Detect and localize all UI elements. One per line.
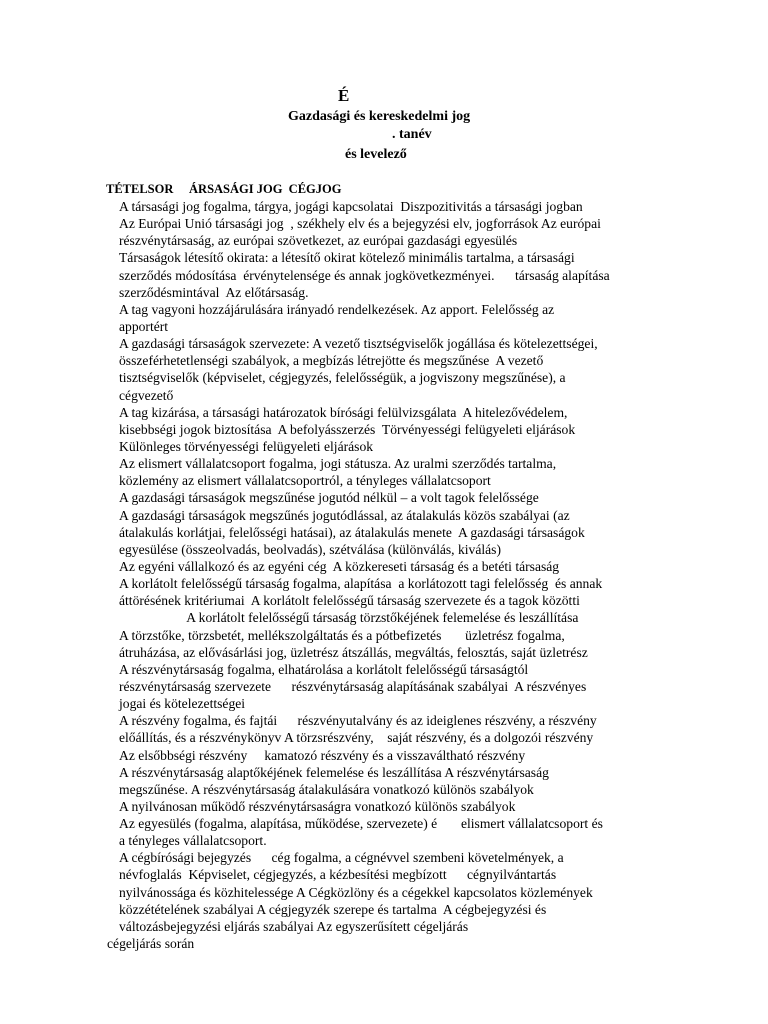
text-line: A korlátolt felelősségű társaság törzstőkéjének felemelése és leszállítása [119, 610, 579, 626]
text-line: A tag kizárása, a társasági határozatok bírósági felülvizsgálata A hitelezővédelem, [119, 404, 568, 420]
text-line: szerződés módosítása érvénytelensége és annak jogkövetkezményei. társaság alapítása [119, 267, 610, 283]
text-line: nyilvánossága és közhitelessége A Cégközlöny és a cégekkel kapcsolatos közlemények [119, 884, 593, 900]
text-line: kisebbségi jogok biztosítása A befolyásszerzés Törvényességi felügyeleti eljárások [119, 421, 576, 437]
text-line: apportért [119, 318, 169, 334]
text-line: A részvénytársaság fogalma, elhatárolása a korlátolt felelősségű társaságtól [119, 661, 529, 677]
text-line: szerződésmintával Az előtársaság. [119, 284, 309, 300]
text-line: A részvény fogalma, és fajtái részvényutalvány és az ideiglenes részvény, a részvény [119, 713, 597, 729]
text-line: előállítás, és a részvénykönyv A törzsrészvény, saját részvény, és a dolgozói részvény [119, 730, 594, 746]
text-line: összeférhetetlenségi szabályok, a megbízás létrejötte és megszűnése A vezető [119, 353, 544, 369]
text-line: A részvénytársaság alaptőkéjének felemelése és leszállítása A részvénytársaság [119, 764, 549, 780]
topic-list [107, 198, 679, 952]
text-line: A korlátolt felelősségű társaság fogalma, alapítása a korlátozott tagi felelősség és annak [119, 576, 603, 592]
study-form: és levelező [345, 147, 407, 162]
text-line: közlemény az elismert vállalatcsoportról, a tényleges vállalatcsoport [119, 473, 491, 489]
text-line: Különleges törvényességi felügyeleti eljárások [119, 438, 374, 454]
text-line: tisztségviselők (képviselet, cégjegyzés, felelősségük, a jogviszony megszűnése), a [119, 370, 566, 386]
text-line: A törzstőke, törzsbetét, mellékszolgáltatás és a pótbefizetés üzletrész fogalma, [119, 627, 565, 643]
academic-year: . tanév [392, 127, 432, 142]
text-line: Az egyesülés (fogalma, alapítása, működése, szervezete) é elismert vállalatcsoport és [119, 816, 603, 832]
text-line: részvénytársaság szervezete részvénytársaság alapításának szabályai A részvényes [119, 678, 587, 694]
section-heading: TÉTELSOR ÁRSASÁGI JOG CÉGJOG [106, 182, 342, 196]
text-line: A gazdasági társaságok megszűnés jogutódlással, az átalakulás közös szabályai (az [119, 507, 570, 523]
text-line: A cégbírósági bejegyzés cég fogalma, a cégnévvel szembeni követelmények, a [119, 850, 564, 866]
text-line: A gazdasági társaságok szervezete: A vezető tisztségviselők jogállása és kötelezettségei, [119, 336, 598, 352]
text-line: Az egyéni vállalkozó és az egyéni cég A közkereseti társaság és a betéti társaság [119, 558, 560, 574]
text-line: A gazdasági társaságok megszűnése jogutód nélkül – a volt tagok felelőssége [119, 490, 539, 506]
text-line: A tag vagyoni hozzájárulására irányadó rendelkezések. Az apport. Felelősség az [119, 301, 555, 317]
text-line: áttörésének kritériumai A korlátolt felelősségű társaság szervezete és a tagok közötti [119, 593, 580, 609]
text-line: részvénytársaság, az európai szövetkezet, az európai gazdasági egyesülés [119, 233, 518, 249]
text-line: cégeljárás során [107, 936, 195, 952]
text-line: megszűnése. A részvénytársaság átalakulására vonatkozó különös szabályok [119, 781, 534, 797]
text-line: átruházása, az elővásárlási jog, üzletrész átszállás, megváltás, felosztás, saját üzletrész [119, 644, 588, 660]
text-line: névfoglalás Képviselet, cégjegyzés, a kézbesítési megbízott cégnyilvántartás [119, 867, 557, 883]
document-title: Gazdasági és kereskedelmi jog [288, 109, 471, 124]
text-line: Az elismert vállalatcsoport fogalma, jogi státusza. Az uralmi szerződés tartalma, [119, 456, 557, 472]
text-line: közzétételének szabályai A cégjegyzék szerepe és tartalma A cégbejegyzési és [119, 901, 547, 917]
header-letter: É [338, 86, 350, 105]
text-line: a tényleges vállalatcsoport. [119, 833, 267, 849]
text-line: jogai és kötelezettségei [119, 696, 246, 712]
text-line: A nyilvánosan működő részvénytársaságra vonatkozó különös szabályok [119, 798, 516, 814]
text-line: egyesülése (összeolvadás, beolvadás), szétválása (különválás, kiválás) [119, 541, 501, 557]
text-line: átalakulás korlátjai, felelősségi hatásai), az átalakulás menete A gazdasági társaságok [119, 524, 585, 540]
text-line: cégvezető [119, 387, 174, 403]
text-line: Társaságok létesítő okirata: a létesítő okirat kötelező minimális tartalma, a társasági [119, 250, 575, 266]
text-line: változásbejegyzési eljárás szabályai Az egyszerűsített cégeljárás [119, 918, 469, 934]
text-line: A társasági jog fogalma, tárgya, jogági kapcsolatai Diszpozitivitás a társasági jogban [119, 199, 583, 214]
text-line: Az Európai Unió társasági jog , székhely elv és a bejegyzési elv, jogforrások Az európai [119, 216, 601, 232]
text-line: Az elsőbbségi részvény kamatozó részvény és a visszaváltható részvény [119, 747, 526, 763]
